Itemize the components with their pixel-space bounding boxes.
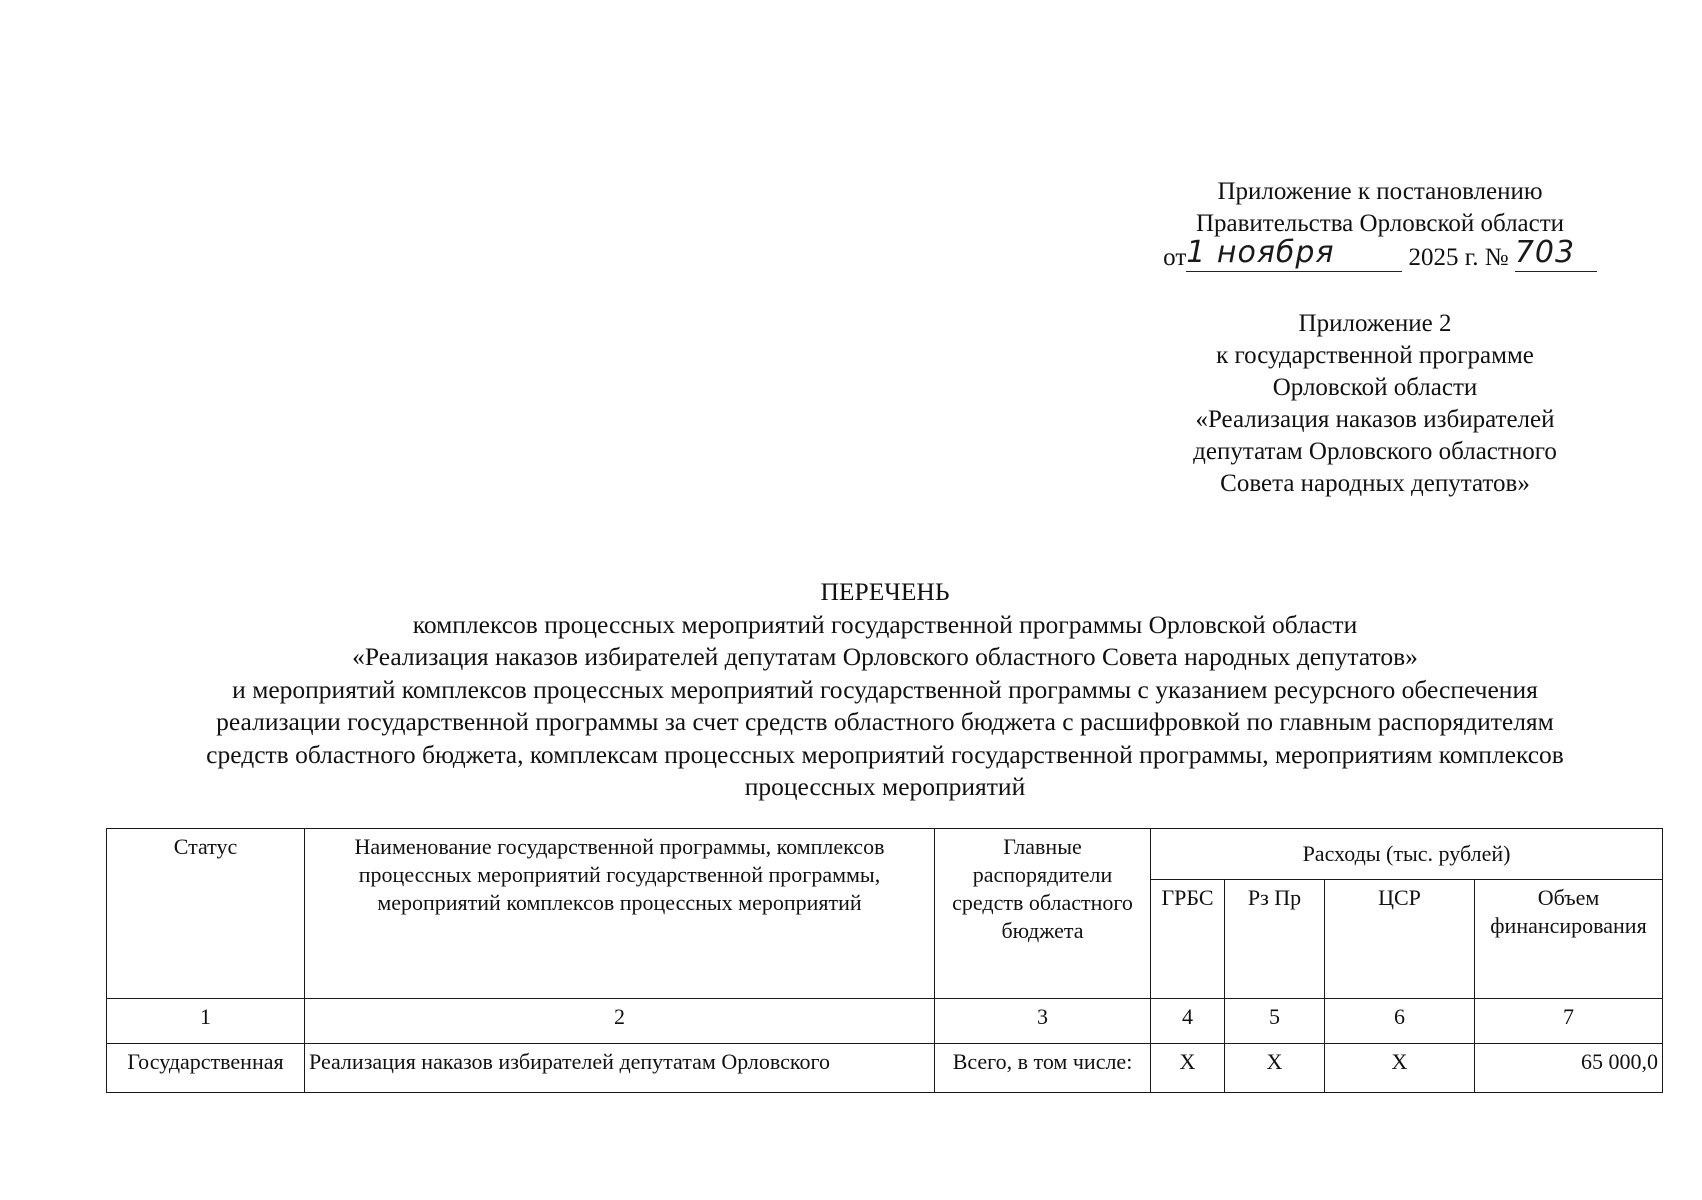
header-csr: ЦСР (1325, 880, 1475, 999)
appendix-line: депутатам Орловского областного (1193, 438, 1557, 465)
cell-volume: 65 000,0 (1475, 1044, 1663, 1093)
resolution-annex-header (1130, 176, 1630, 274)
number-field (1514, 235, 1597, 274)
column-number: 2 (305, 999, 935, 1044)
title-heading: ПЕРЕЧЕНЬ (820, 577, 950, 606)
appendix-2-header (1120, 308, 1630, 500)
title-line: «Реализация наказов избирателей депутатам Орловского областного Совета народных депутатов» (352, 642, 1418, 671)
column-number-row (107, 999, 1663, 1044)
year-number-label: 2025 г. № (1408, 244, 1509, 271)
header-rzpr: Рз Пр (1225, 880, 1325, 999)
cell-csr: Х (1325, 1044, 1475, 1093)
header-grbs: ГРБС (1151, 880, 1225, 999)
from-label: от (1163, 244, 1187, 271)
appendix-line: «Реализация наказов избирателей (1195, 406, 1555, 433)
annex-date-line (1130, 235, 1630, 274)
title-line: средств областного бюджета, комплексам процессных мероприятий государственной программы, мероприятиям комплексов (206, 739, 1564, 769)
header-managers: Главные распорядители средств областного бюджета (935, 829, 1151, 999)
cell-status: Государственная (107, 1044, 305, 1093)
appendix-line: Совета народных депутатов» (1220, 470, 1530, 497)
header-name: Наименование государственной программы, комплексов процессных мероприятий государственной программы, мероприятий комплексов процессных мероприятий (305, 829, 935, 999)
document-title (110, 576, 1660, 804)
cell-rzpr: Х (1225, 1044, 1325, 1093)
annex-line-2: Правительства Орловской области (1195, 210, 1565, 237)
handwritten-date: 1 ноября (1186, 235, 1335, 270)
table-header-row (107, 829, 1663, 880)
column-number: 4 (1151, 999, 1225, 1044)
cell-name: Реализация наказов избирателей депутатам Орловского (305, 1044, 935, 1093)
appendix-line: к государственной программе (1216, 342, 1534, 369)
column-number: 3 (935, 999, 1151, 1044)
column-number: 6 (1325, 999, 1475, 1044)
handwritten-number: 703 (1514, 235, 1576, 270)
header-expenses: Расходы (тыс. рублей) (1151, 829, 1663, 880)
column-number: 1 (107, 999, 305, 1044)
column-number: 5 (1225, 999, 1325, 1044)
cell-managers: Всего, в том числе: (935, 1044, 1151, 1093)
title-line: реализации государственной программы за счет средств областного бюджета с расшифровкой по главным распорядителям (216, 707, 1554, 736)
appendix-line: Орловской области (1272, 374, 1478, 401)
title-line: и мероприятий комплексов процессных мероприятий государственной программы с указанием ресурсного обеспечения (232, 674, 1538, 704)
table-row (107, 1044, 1663, 1093)
program-table (106, 828, 1663, 1093)
column-number: 7 (1475, 999, 1663, 1044)
header-volume: Объем финансирования (1475, 880, 1663, 999)
header-status: Статус (107, 829, 305, 999)
title-line: процессных мероприятий (744, 772, 1026, 801)
cell-grbs: Х (1151, 1044, 1225, 1093)
appendix-line: Приложение 2 (1298, 310, 1452, 337)
annex-line-1: Приложение к постановлению (1217, 178, 1543, 205)
date-field (1186, 235, 1402, 274)
title-line: комплексов процессных мероприятий государственной программы Орловской области (412, 609, 1358, 639)
